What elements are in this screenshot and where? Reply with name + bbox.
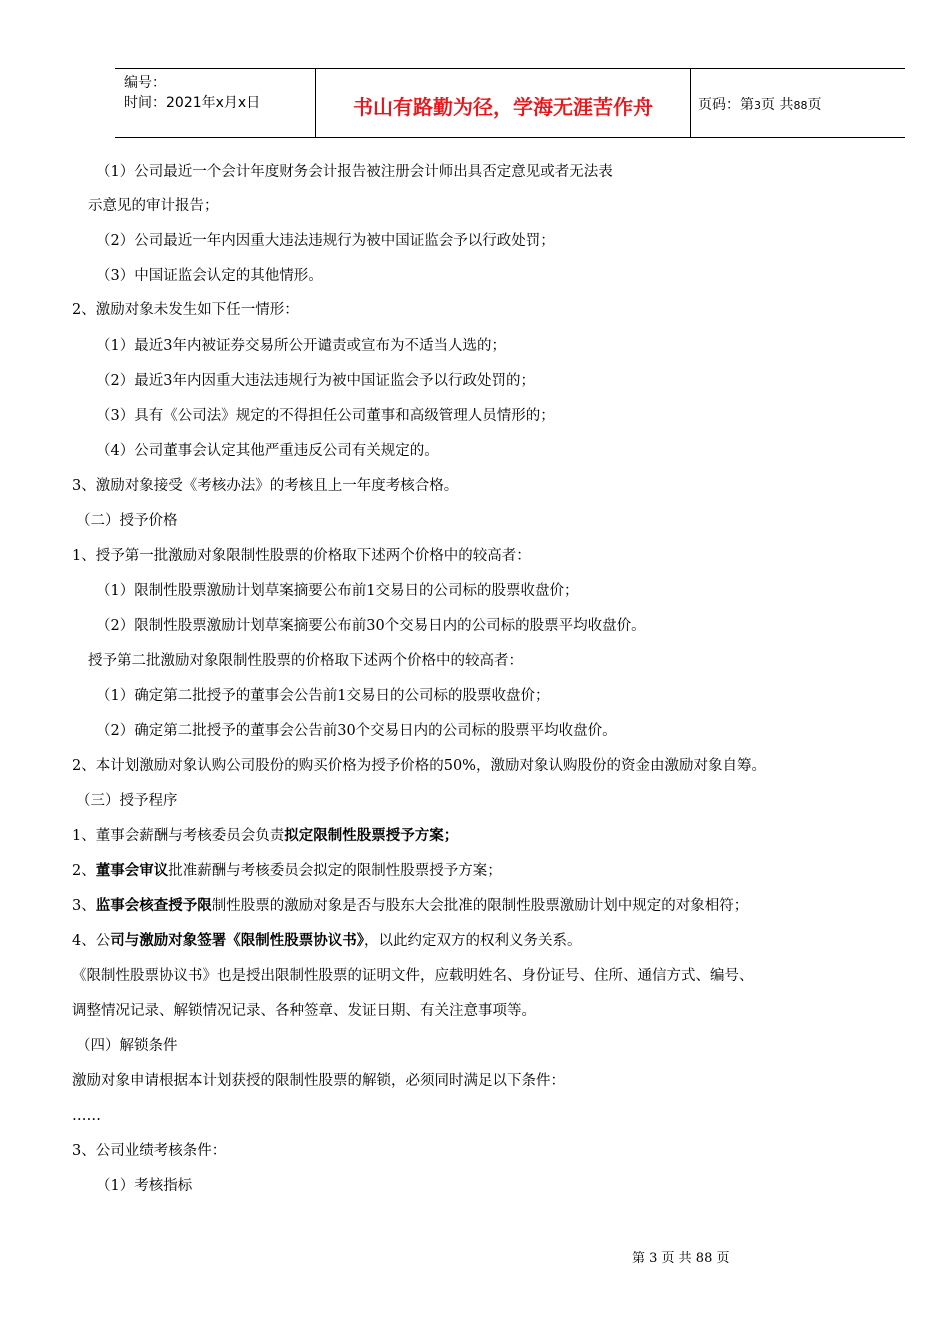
page-header (115, 68, 905, 138)
paragraph-line: （3）中国证监会认定的其他情形。 (96, 268, 323, 284)
paragraph-line: （4）公司董事会认定其他严重违反公司有关规定的。 (96, 443, 439, 459)
paragraph-line (72, 827, 458, 845)
number-label: 编号： (124, 75, 166, 91)
header-motto-cell (315, 69, 691, 137)
text-run: 制性股票的激励对象是否与股东大会批准的限制性股票激励计划中规定的对象相符； (211, 898, 749, 914)
paragraph-line: （2）最近3年内因重大违法违规行为被中国证监会予以行政处罚的； (96, 373, 535, 389)
paragraph-line: 示意见的审计报告； (88, 198, 219, 214)
paragraph-line: 3、公司业绩考核条件： (72, 1143, 227, 1159)
text-run: 批准薪酬与考核委员会拟定的限制性股票授予方案； (168, 863, 502, 879)
paragraph-line: （2）公司最近一年内因重大违法违规行为被中国证监会予以行政处罚； (96, 233, 555, 249)
text-run: 2、 (72, 863, 96, 879)
paragraph-line: （1）确定第二批授予的董事会公告前1交易日的公司标的股票收盘价； (96, 688, 550, 704)
page-code (698, 94, 821, 114)
paragraph-line: 3、激励对象接受《考核办法》的考核且上一年度考核合格。 (72, 478, 459, 494)
paragraph-line (72, 897, 748, 915)
page-number: 3 (754, 99, 761, 112)
paragraph-line: 《限制性股票协议书》也是授出限制性股票的证明文件，应载明姓名、身份证号、住所、通信方式、编号、 (72, 968, 754, 984)
bold-run: 拟定限制性股票授予方案； (284, 827, 459, 844)
bold-run: 司与激励对象签署《限制性股票协议书》 (110, 932, 364, 949)
paragraph-line (72, 862, 502, 880)
paragraph-line: （1）最近3年内被证券交易所公开谴责或宣布为不适当人选的； (96, 338, 506, 354)
text-run: 1、董事会薪酬与考核委员会负责 (72, 828, 285, 844)
paragraph-line: （2）确定第二批授予的董事会公告前30个交易日内的公司标的股票平均收盘价。 (96, 723, 617, 739)
paragraph-line: 2、本计划激励对象认购公司股份的购买价格为授予价格的50%，激励对象认购股份的资金由激励对象自筹。 (72, 758, 766, 774)
paragraph-line: 激励对象申请根据本计划获授的限制性股票的解锁，必须同时满足以下条件： (72, 1073, 565, 1089)
paragraph-line: 授予第二批激励对象限制性股票的价格取下述两个价格中的较高者： (88, 653, 523, 669)
text-run: ，以此约定双方的权利义务关系。 (363, 933, 582, 949)
text-run: 4、公 (72, 933, 111, 949)
paragraph-line: （1）考核指标 (96, 1178, 193, 1194)
paragraph-line: 1、授予第一批激励对象限制性股票的价格取下述两个价格中的较高者： (72, 548, 531, 564)
header-page-cell (690, 69, 905, 137)
text-run: 3、 (72, 898, 96, 914)
paragraph-line (72, 932, 581, 950)
paragraph-line: （2）限制性股票激励计划草案摘要公布前30个交易日内的公司标的股票平均收盘价。 (96, 618, 646, 634)
section-heading: （四）解锁条件 (76, 1038, 178, 1054)
page-footer: 第 3 页 共 88 页 (632, 1251, 730, 1266)
paragraph-line: （3）具有《公司法》规定的不得担任公司董事和高级管理人员情形的； (96, 408, 555, 424)
page-total: 88 (793, 99, 808, 112)
ellipsis-line: …… (72, 1108, 101, 1124)
header-meta-cell (115, 69, 315, 137)
page-end: 页 (807, 97, 822, 113)
paragraph-line: （1）限制性股票激励计划草案摘要公布前1交易日的公司标的股票收盘价； (96, 583, 579, 599)
time-label: 时间：2021年x月x日 (124, 95, 261, 111)
bold-run: 监事会核查授予限 (95, 897, 212, 914)
bold-run: 董事会审议 (95, 862, 169, 879)
paragraph-line: 调整情况记录、解锁情况记录、各种签章、发证日期、有关注意事项等。 (72, 1003, 536, 1019)
page-mid: 页 共 (761, 97, 794, 113)
page-label: 页码：第 (698, 97, 754, 113)
motto: 书山有路勤为径，学海无涯苦作舟 (353, 95, 653, 119)
paragraph-line: （1）公司最近一个会计年度财务会计报告被注册会计师出具否定意见或者无法表 (96, 164, 613, 180)
section-heading: （三）授予程序 (76, 793, 178, 809)
section-heading: （二）授予价格 (76, 513, 178, 529)
paragraph-line: 2、激励对象未发生如下任一情形： (72, 302, 299, 318)
